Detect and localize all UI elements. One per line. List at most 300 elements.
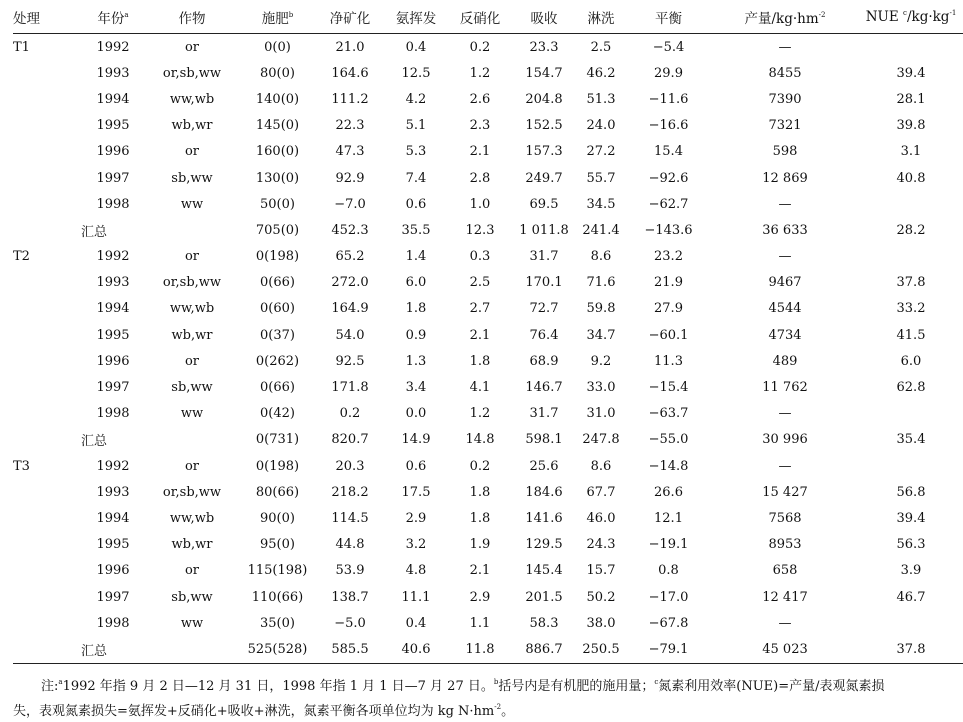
net-mineralization-cell: 0.2 — [339, 406, 361, 422]
crop-cell — [145, 427, 239, 453]
denitrification-cell: 14.8 — [465, 432, 495, 448]
balance-cell: −5.4 — [652, 39, 685, 55]
crop-cell: or,sb,ww — [162, 484, 222, 500]
footnote-line-1: 注:$^a$1992 年指 9 月 2 日—12 月 31 日，1998 年指 1 月 1 日—7 月 27 日。$^b$括号内是有机肥的施用量；$^c$氮素利用效率(NUE)=产量/表观氮素损 — [41, 678, 885, 694]
yield-cell: 45 023 — [711, 636, 859, 663]
table-row — [13, 165, 963, 191]
nue-cell: 28.2 — [896, 222, 926, 238]
balance-cell: 15.4 — [654, 144, 683, 160]
denitrification-cell: 2.1 — [469, 563, 491, 579]
leaching-cell: 24.3 — [586, 537, 616, 553]
ammonia-volatilization-cell: 12.5 — [401, 65, 431, 81]
fertilizer-cell: 0(731) — [255, 432, 300, 448]
balance-cell: −92.6 — [648, 170, 689, 186]
ammonia-volatilization-cell: 2.9 — [405, 510, 427, 526]
treatment-cell — [13, 165, 81, 191]
ammonia-volatilization-cell: 1.8 — [405, 301, 427, 317]
net-mineralization-cell: 272.0 — [331, 275, 369, 291]
crop-cell: or,sb,ww — [162, 65, 222, 81]
nue-cell: 35.4 — [896, 432, 926, 448]
nue-cell: 39.8 — [896, 118, 926, 134]
col-header-crop: 作物 — [145, 0, 239, 34]
net-mineralization-cell: 44.8 — [335, 537, 365, 553]
uptake-cell: 154.7 — [525, 65, 563, 81]
balance-cell: −67.8 — [648, 615, 689, 631]
nue-cell: 39.4 — [896, 510, 926, 526]
crop-cell: or — [184, 563, 200, 579]
table-row — [13, 505, 963, 531]
table-row — [13, 558, 963, 584]
leaching-cell: 8.6 — [590, 458, 612, 474]
yield-cell: 9467 — [768, 275, 802, 291]
balance-cell: −63.7 — [648, 406, 689, 422]
balance-cell: −16.6 — [648, 118, 689, 134]
leaching-cell: 2.5 — [590, 39, 612, 55]
nue-cell: 3.9 — [900, 563, 922, 579]
balance-cell: −14.8 — [648, 458, 689, 474]
denitrification-cell: 1.2 — [469, 65, 491, 81]
leaching-cell: 33.0 — [586, 380, 616, 396]
nue-cell: 37.8 — [859, 636, 963, 663]
crop-cell: ww,wb — [169, 510, 215, 526]
balance-cell: 21.9 — [654, 275, 683, 291]
ammonia-volatilization-cell: 0.4 — [405, 39, 427, 55]
table-row-total — [13, 217, 963, 243]
leaching-cell: 247.8 — [582, 432, 620, 448]
uptake-cell: 249.7 — [525, 170, 563, 186]
ammonia-volatilization-cell: 6.0 — [405, 275, 427, 291]
crop-cell — [145, 636, 239, 663]
leaching-cell: 250.5 — [576, 636, 626, 663]
table-footnote — [13, 672, 963, 722]
balance-cell: −11.6 — [648, 91, 689, 107]
yield-cell: — — [778, 458, 792, 474]
fertilizer-cell: 0(60) — [260, 301, 295, 317]
net-mineralization-cell: 164.6 — [331, 65, 369, 81]
net-mineralization-cell: 20.3 — [335, 458, 365, 474]
crop-cell: or — [184, 353, 200, 369]
balance-cell: −143.6 — [644, 222, 693, 238]
treatment-cell — [13, 191, 81, 217]
treatment-cell: T1 — [13, 39, 30, 55]
crop-cell: or — [184, 39, 200, 55]
total-label-cell: 汇总 — [81, 636, 145, 663]
yield-cell: 36 633 — [762, 222, 808, 238]
nue-cell — [859, 34, 963, 61]
col-header-yield: 产量$/kg\cdot hm^{-2}$ — [711, 0, 859, 34]
crop-cell: or — [184, 144, 200, 160]
denitrification-cell: 2.1 — [469, 144, 491, 160]
denitrification-cell: 2.3 — [469, 118, 491, 134]
table-row — [13, 60, 963, 86]
yield-cell: 658 — [772, 563, 798, 579]
uptake-cell: 157.3 — [525, 144, 563, 160]
yield-cell: 8953 — [768, 537, 802, 553]
uptake-cell: 76.4 — [529, 327, 559, 343]
fertilizer-cell: 35(0) — [260, 615, 295, 631]
ammonia-volatilization-cell: 0.6 — [405, 196, 427, 212]
leaching-cell: 9.2 — [590, 353, 612, 369]
col-header-uptake: 吸收 — [512, 0, 576, 34]
uptake-cell: 69.5 — [529, 196, 559, 212]
balance-cell: −55.0 — [648, 432, 689, 448]
leaching-cell: 38.0 — [586, 615, 616, 631]
treatment-cell — [13, 322, 81, 348]
leaching-cell: 51.3 — [586, 91, 616, 107]
yield-cell: 12 869 — [762, 170, 808, 186]
balance-cell: 27.9 — [654, 301, 683, 317]
nue-cell: 56.3 — [896, 537, 926, 553]
fertilizer-cell: 0(37) — [260, 327, 295, 343]
table-row — [13, 244, 963, 270]
table-row — [13, 401, 963, 427]
table-row — [13, 296, 963, 322]
fertilizer-cell: 80(0) — [260, 65, 295, 81]
treatment-cell: T2 — [13, 249, 30, 265]
nue-cell: 41.5 — [896, 327, 926, 343]
balance-cell: −19.1 — [648, 537, 689, 553]
col-header-net-mineralization: 净矿化 — [316, 0, 384, 34]
leaching-cell: 34.7 — [586, 327, 616, 343]
fertilizer-cell: 0(42) — [260, 406, 295, 422]
net-mineralization-cell: 92.5 — [335, 353, 365, 369]
uptake-cell: 204.8 — [525, 91, 563, 107]
year-cell: 1998 — [96, 615, 130, 631]
uptake-cell: 72.7 — [529, 301, 559, 317]
nue-cell: 56.8 — [896, 484, 926, 500]
balance-cell: 29.9 — [654, 65, 683, 81]
uptake-cell: 170.1 — [525, 275, 563, 291]
fertilizer-cell: 115(198) — [247, 563, 308, 579]
fertilizer-cell: 160(0) — [255, 144, 300, 160]
ammonia-volatilization-cell: 0.4 — [405, 615, 427, 631]
denitrification-cell: 1.1 — [469, 615, 491, 631]
nitrogen-balance-table — [13, 0, 963, 664]
fertilizer-cell: 145(0) — [255, 118, 300, 134]
denitrification-cell: 1.0 — [469, 196, 491, 212]
denitrification-cell: 0.2 — [469, 39, 491, 55]
table-row — [13, 453, 963, 479]
net-mineralization-cell: −5.0 — [334, 615, 366, 631]
fertilizer-cell: 525(528) — [239, 636, 316, 663]
ammonia-volatilization-cell: 3.4 — [405, 380, 427, 396]
ammonia-volatilization-cell: 14.9 — [401, 432, 431, 448]
crop-cell: or — [184, 249, 200, 265]
fertilizer-cell: 110(66) — [251, 589, 304, 605]
denitrification-cell: 1.2 — [469, 406, 491, 422]
net-mineralization-cell: 92.9 — [335, 170, 365, 186]
leaching-cell: 71.6 — [586, 275, 616, 291]
treatment-cell — [13, 86, 81, 112]
ammonia-volatilization-cell: 17.5 — [401, 484, 431, 500]
crop-cell: ww,wb — [169, 301, 215, 317]
balance-cell: −15.4 — [648, 380, 689, 396]
balance-cell: −17.0 — [648, 589, 689, 605]
nue-cell: 33.2 — [896, 301, 926, 317]
uptake-cell: 146.7 — [525, 380, 563, 396]
leaching-cell: 46.2 — [586, 65, 616, 81]
net-mineralization-cell: 22.3 — [335, 118, 365, 134]
net-mineralization-cell: 54.0 — [335, 327, 365, 343]
crop-cell: or,sb,ww — [162, 275, 222, 291]
yield-cell: — — [778, 615, 792, 631]
balance-cell: 26.6 — [654, 484, 683, 500]
treatment-cell — [13, 60, 81, 86]
fertilizer-cell: 130(0) — [255, 170, 300, 186]
total-label-cell: 汇总 — [81, 224, 108, 240]
treatment-cell — [13, 505, 81, 531]
year-cell: 1994 — [96, 510, 130, 526]
net-mineralization-cell: 47.3 — [335, 144, 365, 160]
fertilizer-cell: 140(0) — [255, 91, 300, 107]
net-mineralization-cell: 65.2 — [335, 249, 365, 265]
leaching-cell: 55.7 — [586, 170, 616, 186]
net-mineralization-cell: 114.5 — [331, 510, 369, 526]
table-body — [13, 34, 963, 664]
ammonia-volatilization-cell: 40.6 — [384, 636, 448, 663]
year-cell: 1995 — [96, 118, 130, 134]
leaching-cell: 8.6 — [590, 249, 612, 265]
ammonia-volatilization-cell: 1.4 — [405, 249, 427, 265]
year-cell: 1998 — [96, 196, 130, 212]
ammonia-volatilization-cell: 0.0 — [405, 406, 427, 422]
year-cell: 1997 — [96, 589, 130, 605]
balance-cell: −60.1 — [648, 327, 689, 343]
leaching-cell: 31.0 — [586, 406, 616, 422]
denitrification-cell: 0.2 — [469, 458, 491, 474]
fertilizer-cell: 0(0) — [264, 39, 291, 55]
table-row — [13, 532, 963, 558]
treatment-cell — [13, 113, 81, 139]
leaching-cell: 27.2 — [586, 144, 616, 160]
col-header-fertilizer: 施肥$^b$ — [239, 0, 316, 34]
nue-cell: 62.8 — [896, 380, 926, 396]
net-mineralization-cell: 21.0 — [335, 39, 365, 55]
denitrification-cell: 2.7 — [469, 301, 491, 317]
crop-cell: ww — [180, 406, 204, 422]
col-header-treatment: 处理 — [13, 0, 81, 34]
uptake-cell: 129.5 — [525, 537, 563, 553]
denitrification-cell: 1.8 — [469, 484, 491, 500]
yield-cell: 8455 — [768, 65, 802, 81]
leaching-cell: 34.5 — [586, 196, 616, 212]
table-row — [13, 584, 963, 610]
crop-cell: or — [184, 458, 200, 474]
crop-cell: sb,ww — [171, 170, 213, 186]
col-header-ammonia-volatilization: 氨挥发 — [384, 0, 448, 34]
ammonia-volatilization-cell: 0.9 — [405, 327, 427, 343]
year-cell: 1996 — [96, 563, 130, 579]
crop-cell: ww — [180, 196, 204, 212]
table-row — [13, 113, 963, 139]
denitrification-cell: 2.6 — [469, 91, 491, 107]
col-header-balance: 平衡 — [626, 0, 711, 34]
denitrification-cell: 4.1 — [469, 380, 491, 396]
uptake-cell: 58.3 — [529, 615, 559, 631]
ammonia-volatilization-cell: 1.3 — [405, 353, 427, 369]
fertilizer-cell: 0(66) — [260, 275, 295, 291]
denitrification-cell: 1.8 — [469, 353, 491, 369]
nue-cell: 6.0 — [900, 353, 922, 369]
footnote-line-2: 失，表观氮素损失=氨挥发+反硝化+吸收+淋洗，氮素平衡各项单位均为 kg $N\cdot hm^{-2}$。 — [13, 703, 515, 719]
treatment-cell — [13, 558, 81, 584]
treatment-cell — [13, 270, 81, 296]
nue-cell — [859, 191, 963, 217]
nue-cell — [859, 401, 963, 427]
leaching-cell: 241.4 — [582, 222, 620, 238]
leaching-cell: 67.7 — [586, 484, 616, 500]
fertilizer-cell: 0(66) — [260, 380, 295, 396]
net-mineralization-cell: 111.2 — [331, 91, 369, 107]
fertilizer-cell: 0(198) — [255, 458, 300, 474]
fertilizer-cell: 95(0) — [260, 537, 295, 553]
denitrification-cell: 2.9 — [469, 589, 491, 605]
uptake-cell: 141.6 — [525, 510, 563, 526]
net-mineralization-cell: 452.3 — [331, 222, 369, 238]
leaching-cell: 15.7 — [586, 563, 616, 579]
year-cell: 1997 — [96, 380, 130, 396]
ammonia-volatilization-cell: 4.2 — [405, 91, 427, 107]
denitrification-cell: 2.5 — [469, 275, 491, 291]
ammonia-volatilization-cell: 7.4 — [405, 170, 427, 186]
yield-cell: 11 762 — [762, 380, 808, 396]
crop-cell: ww,wb — [169, 91, 215, 107]
nue-cell — [859, 244, 963, 270]
nue-cell — [859, 610, 963, 636]
yield-cell: — — [778, 406, 792, 422]
balance-cell: 23.2 — [654, 249, 683, 265]
net-mineralization-cell: 820.7 — [331, 432, 369, 448]
table-row — [13, 322, 963, 348]
treatment-cell — [13, 217, 81, 243]
ammonia-volatilization-cell: 11.1 — [401, 589, 431, 605]
uptake-cell: 31.7 — [529, 249, 559, 265]
denitrification-cell: 11.8 — [448, 636, 512, 663]
table-row-total — [13, 427, 963, 453]
leaching-cell: 24.0 — [586, 118, 616, 134]
balance-cell: −79.1 — [626, 636, 711, 663]
net-mineralization-cell: 164.9 — [331, 301, 369, 317]
nue-cell: 40.8 — [896, 170, 926, 186]
table-row — [13, 34, 963, 61]
treatment-cell — [13, 427, 81, 453]
denitrification-cell: 0.3 — [469, 249, 491, 265]
ammonia-volatilization-cell: 4.8 — [405, 563, 427, 579]
fertilizer-cell: 705(0) — [255, 222, 300, 238]
year-cell: 1993 — [96, 275, 130, 291]
table-row — [13, 610, 963, 636]
uptake-cell: 1 011.8 — [519, 222, 569, 238]
yield-cell: — — [778, 249, 792, 265]
ammonia-volatilization-cell: 35.5 — [401, 222, 431, 238]
treatment-cell — [13, 139, 81, 165]
total-label-cell: 汇总 — [81, 434, 108, 450]
table-row — [13, 139, 963, 165]
year-cell: 1994 — [96, 301, 130, 317]
nue-cell — [859, 453, 963, 479]
uptake-cell: 23.3 — [529, 39, 559, 55]
denitrification-cell: 2.1 — [469, 327, 491, 343]
fertilizer-cell: 0(262) — [255, 353, 300, 369]
balance-cell: 12.1 — [654, 510, 683, 526]
year-cell: 1995 — [96, 537, 130, 553]
col-header-denitrification: 反硝化 — [448, 0, 512, 34]
fertilizer-cell: 0(198) — [255, 249, 300, 265]
yield-cell: 12 417 — [762, 589, 808, 605]
leaching-cell: 46.0 — [586, 510, 616, 526]
balance-cell: 11.3 — [654, 353, 683, 369]
nue-cell: 39.4 — [896, 65, 926, 81]
treatment-cell — [13, 532, 81, 558]
nue-cell: 37.8 — [896, 275, 926, 291]
uptake-cell: 598.1 — [525, 432, 563, 448]
uptake-cell: 152.5 — [525, 118, 563, 134]
treatment-cell — [13, 636, 81, 663]
crop-cell: wb,wr — [171, 327, 213, 343]
treatment-cell — [13, 374, 81, 400]
crop-cell — [145, 217, 239, 243]
denitrification-cell: 2.8 — [469, 170, 491, 186]
yield-cell: — — [778, 39, 792, 55]
year-cell: 1994 — [96, 91, 130, 107]
treatment-cell — [13, 401, 81, 427]
uptake-cell: 145.4 — [525, 563, 563, 579]
uptake-cell: 68.9 — [529, 353, 559, 369]
fertilizer-cell: 90(0) — [260, 510, 295, 526]
yield-cell: 4734 — [768, 327, 802, 343]
year-cell: 1993 — [96, 484, 130, 500]
crop-cell: wb,wr — [171, 537, 213, 553]
fertilizer-cell: 50(0) — [260, 196, 295, 212]
table-row-total — [13, 636, 963, 663]
yield-cell: 7390 — [768, 91, 802, 107]
col-header-nue: NUE $^c/kg\cdot kg^{-1}$ — [859, 0, 963, 34]
yield-cell: 30 996 — [762, 432, 808, 448]
balance-cell: 0.8 — [658, 563, 679, 579]
year-cell: 1992 — [96, 39, 130, 55]
crop-cell: sb,ww — [171, 380, 213, 396]
denitrification-cell: 12.3 — [465, 222, 495, 238]
table-row — [13, 374, 963, 400]
treatment-cell — [13, 584, 81, 610]
table-row — [13, 86, 963, 112]
yield-cell: 7568 — [768, 510, 802, 526]
table-row — [13, 270, 963, 296]
year-cell: 1995 — [96, 327, 130, 343]
treatment-cell — [13, 479, 81, 505]
yield-cell: 598 — [772, 144, 798, 160]
table-row — [13, 348, 963, 374]
treatment-cell — [13, 610, 81, 636]
year-cell: 1992 — [96, 249, 130, 265]
ammonia-volatilization-cell: 5.1 — [405, 118, 427, 134]
table-row — [13, 479, 963, 505]
uptake-cell: 31.7 — [529, 406, 559, 422]
yield-cell: 15 427 — [762, 484, 808, 500]
year-cell: 1993 — [96, 65, 130, 81]
treatment-cell: T3 — [13, 458, 30, 474]
crop-cell: ww — [180, 615, 204, 631]
leaching-cell: 59.8 — [586, 301, 616, 317]
year-cell: 1992 — [96, 458, 130, 474]
year-cell: 1996 — [96, 144, 130, 160]
yield-cell: 4544 — [768, 301, 802, 317]
header-row — [13, 0, 963, 34]
yield-cell: 489 — [772, 353, 798, 369]
uptake-cell: 25.6 — [529, 458, 559, 474]
fertilizer-cell: 80(66) — [255, 484, 300, 500]
balance-cell: −62.7 — [648, 196, 689, 212]
